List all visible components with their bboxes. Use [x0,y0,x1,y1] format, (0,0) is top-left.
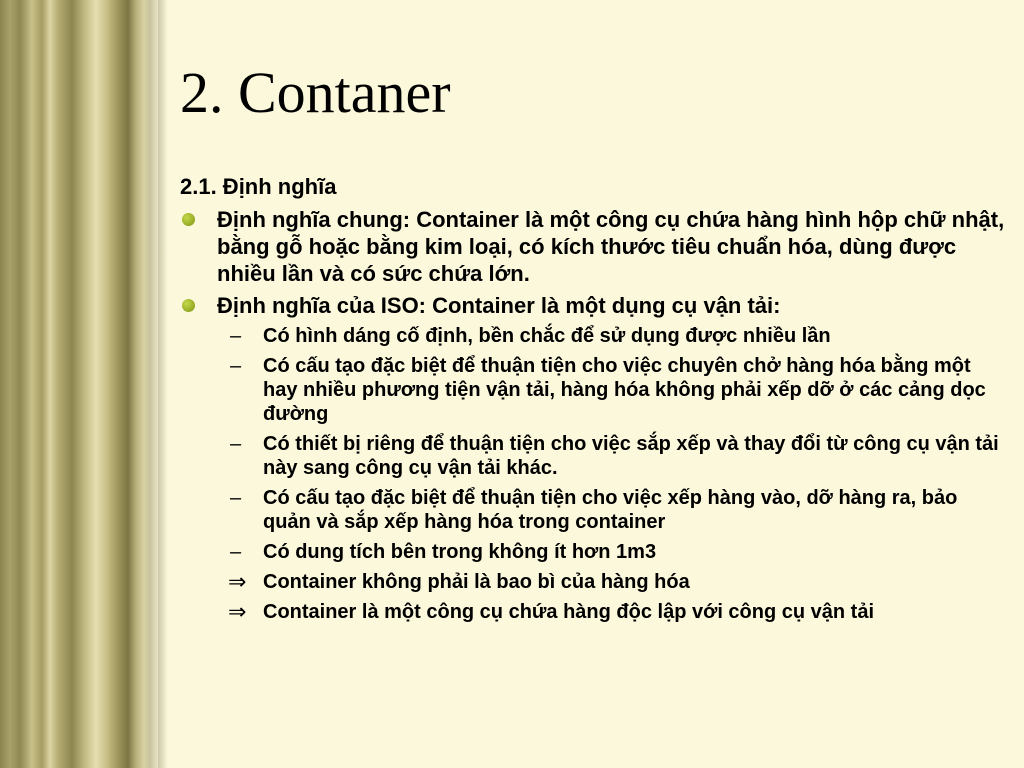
sub-bullet-item [180,354,1010,426]
implies-arrow-icon: ⇒ [228,599,247,624]
bullet-dot-icon [182,299,195,312]
dash-icon: – [230,433,242,455]
dash-icon: – [230,325,242,347]
dash-icon: – [230,541,242,563]
side-panel-shadow [158,0,168,768]
sub-bullet-text: Container là một công cụ chứa hàng độc lập với công cụ vận tải [263,601,875,623]
sub-bullet-text: Có hình dáng cố định, bền chắc để sử dụng được nhiều lần [263,325,831,347]
section-heading: 2.1. Định nghĩa [180,174,337,199]
dash-icon: – [230,487,242,509]
bullet-item [180,292,1010,319]
sub-bullet-item [180,600,1010,624]
sub-bullet-text: Có thiết bị riêng để thuận tiện cho việc sắp xếp và thay đổi từ công cụ vận tải này sang công cụ vận tải khác. [263,433,999,479]
sub-bullet-text: Container không phải là bao bì của hàng hóa [263,571,690,593]
sub-bullet-item [180,486,1010,534]
slide-title: 2. Contaner [180,60,451,125]
sub-bullet-text: Có dung tích bên trong không ít hơn 1m3 [263,541,657,563]
implies-arrow-icon: ⇒ [228,569,247,594]
sub-bullet-item [180,324,1010,348]
decorative-side-panel [0,0,158,768]
bullet-text: Định nghĩa của ISO: Container là một dụng cụ vận tải: [217,293,781,318]
bullet-text: Định nghĩa chung: Container là một công cụ chứa hàng hình hộp chữ nhật, bằng gỗ hoặc bằng kim loại, có kích thước tiêu chuẩn hóa, dùng được nhiều lần và có sức chứa lớn. [217,207,1005,286]
sub-bullet-text: Có cấu tạo đặc biệt để thuận tiện cho việc chuyên chở hàng hóa bằng một hay nhiều phương tiện vận tải, hàng hóa không phải xếp dỡ ở các cảng dọc đường [263,355,986,425]
sub-bullet-item [180,570,1010,594]
dash-icon: – [230,355,242,377]
bullet-dot-icon [182,213,195,226]
sub-bullet-item [180,432,1010,480]
slide-body [180,172,1010,630]
sub-bullet-item [180,540,1010,564]
bullet-item [180,206,1010,287]
sub-bullet-text: Có cấu tạo đặc biệt để thuận tiện cho việc xếp hàng vào, dỡ hàng ra, bảo quản và sắp xếp hàng hóa trong container [263,487,958,533]
